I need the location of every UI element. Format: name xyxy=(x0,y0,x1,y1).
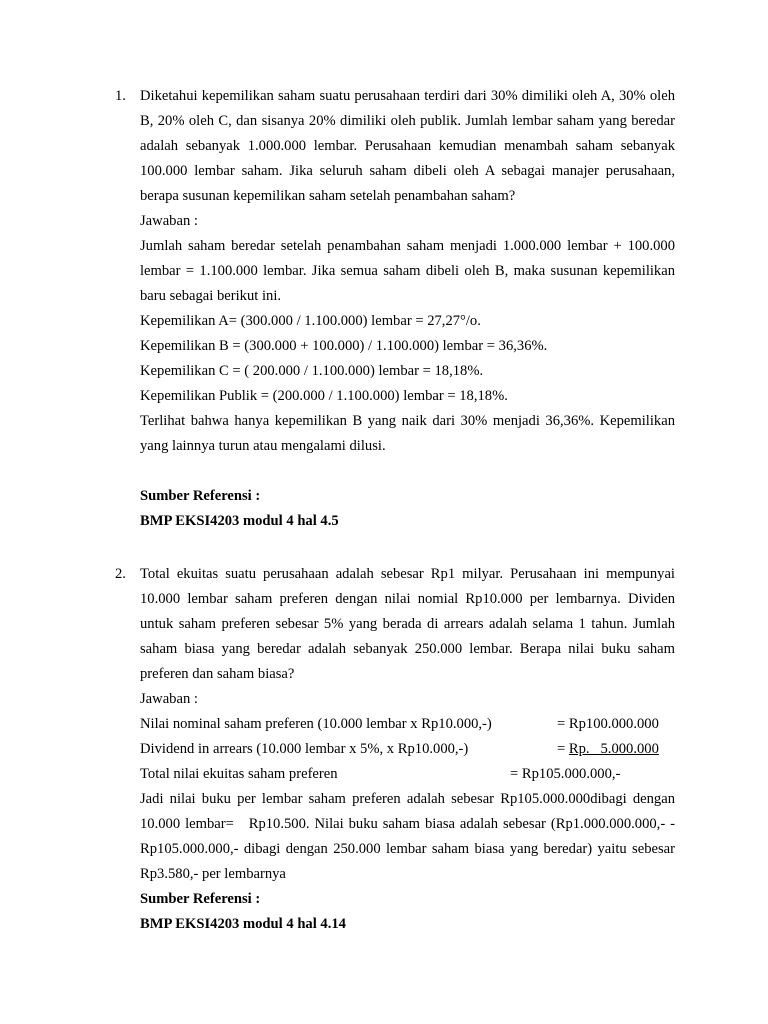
reference-value: BMP EKSI4203 modul 4 hal 4.5 xyxy=(140,513,339,529)
reference-value: BMP EKSI4203 modul 4 hal 4.14 xyxy=(140,916,346,932)
question-body xyxy=(140,562,679,937)
calc-row-label: Nilai nominal saham preferen (10.000 lembar x Rp10.000,-) xyxy=(140,716,492,732)
question-2 xyxy=(115,562,679,937)
question-1 xyxy=(115,84,675,534)
answer-label: Jawaban : xyxy=(140,213,198,229)
calc-row xyxy=(140,762,675,787)
question-number: 2. xyxy=(115,566,126,582)
question-body xyxy=(140,84,675,534)
conclusion-text: Jadi nilai buku per lembar saham preferen adalah sebesar Rp105.000.000dibagi dengan 10.000 lembar= Rp10.500. Nilai buku saham biasa adalah sebesar (Rp1.000.000.000,- - Rp105.000.000,- dibagi dengan 250.000 lembar saham biasa yang beredar) yaitu sebesar Rp3.580,- per lembarnya xyxy=(140,791,679,882)
calc-row-label: Total nilai ekuitas saham preferen xyxy=(140,766,338,782)
conclusion-text: Terlihat bahwa hanya kepemilikan B yang naik dari 30% menjadi 36,36%. Kepemilikan yang lainnya turun atau mengalami dilusi. xyxy=(140,413,675,454)
calc-line: Kepemilikan A= (300.000 / 1.100.000) lembar = 27,27°/o. xyxy=(140,313,481,329)
answer-intro: Jumlah saham beredar setelah penambahan saham menjadi 1.000.000 lembar + 100.000 lembar = 1.100.000 lembar. Jika semua saham dibeli oleh B, maka susunan kepemilikan baru sebagai berikut ini. xyxy=(140,238,675,304)
calc-line: Kepemilikan Publik = (200.000 / 1.100.000) lembar = 18,18%. xyxy=(140,388,508,404)
calc-row-value: = Rp. 5.000.000 xyxy=(557,741,659,757)
calc-row-value: = Rp100.000.000 xyxy=(557,716,659,732)
reference-label: Sumber Referensi : xyxy=(140,488,261,504)
question-number: 1. xyxy=(115,88,126,104)
question-text: Total ekuitas suatu perusahaan adalah sebesar Rp1 milyar. Perusahaan ini mempunyai 10.000 lembar saham preferen dengan nilai nomial Rp10.000 per lembarnya. Dividen untuk saham preferen sebesar 5% yang berada di arrears adalah selama 1 tahun. Jumlah saham biasa yang beredar adalah sebanyak 250.000 lembar. Berapa nilai buku saham preferen dan saham biasa? xyxy=(140,566,675,682)
calc-row xyxy=(140,737,675,762)
calc-row-label: Dividend in arrears (10.000 lembar x 5%, x Rp10.000,-) xyxy=(140,741,469,757)
calc-line: Kepemilikan C = ( 200.000 / 1.100.000) lembar = 18,18%. xyxy=(140,363,484,379)
calc-line: Kepemilikan B = (300.000 + 100.000) / 1.100.000) lembar = 36,36%. xyxy=(140,338,548,354)
calc-row xyxy=(140,712,675,737)
question-text: Diketahui kepemilikan saham suatu perusahaan terdiri dari 30% dimiliki oleh A, 30% oleh B, 20% oleh C, dan sisanya 20% dimiliki oleh publik. Jumlah lembar saham yang beredar adalah sebanyak 1.000.000 lembar. Perusahaan kemudian menambah saham sebanyak 100.000 lembar saham. Jika seluruh saham dibeli oleh A sebagai manajer perusahaan, berapa susunan kepemilikan saham setelah penambahan saham? xyxy=(140,88,675,204)
reference-label: Sumber Referensi : xyxy=(140,891,261,907)
calc-row-value: = Rp105.000.000,- xyxy=(510,766,621,782)
answer-label: Jawaban : xyxy=(140,691,198,707)
